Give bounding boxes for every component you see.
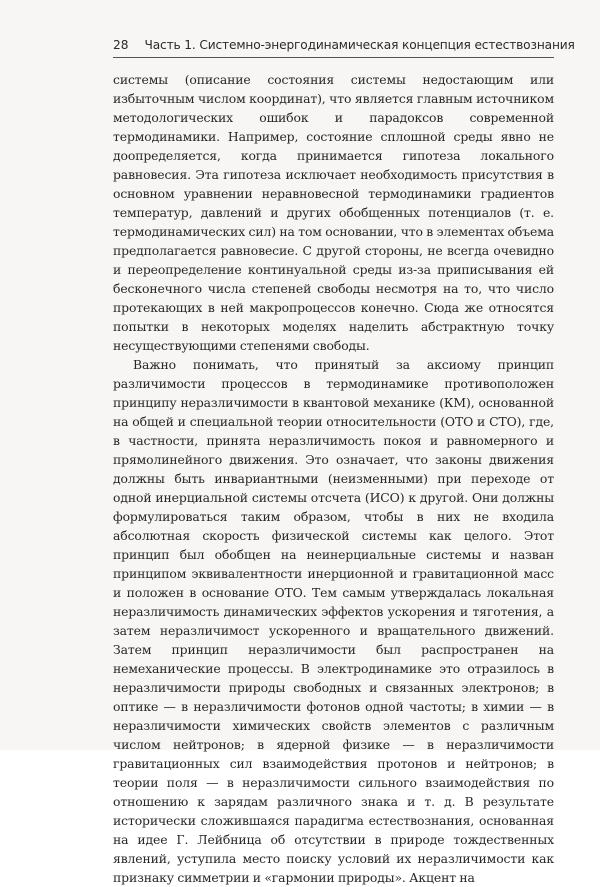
body-text	[113, 70, 554, 887]
paragraph-continued: системы (описание состояния системы недостающим или избыточным числом координат), что является главным источником методологических ошибок и парадоксов современной термодинамики. Например, состояние сплошной среды явно не доопределяется, когда принимается гипотеза локального равновесия. Эта гипотеза исключает необходимость присутствия в основном уравнении неравновесной термодинамики градиентов температур, давлений и других обобщенных потенциалов (т. е. термодинамических сил) на том основании, что в элементах объема предполагается равновесие. С другой стороны, не всегда очевидно и переопределение континуальной среды из-за приписывания ей бесконечного числа степеней свободы несмотря на то, что число протекающих в ней макропроцессов конечно. Сюда же относятся попытки в некоторых моделях наделить абстрактную точку несуществующими степенями свободы.	[113, 72, 554, 353]
running-title: Часть 1. Системно-энергодинамическая концепция естествознания	[144, 38, 575, 52]
page-number: 28	[113, 38, 129, 52]
running-header	[113, 38, 575, 58]
paragraph-indistinguishability: Важно понимать, что принятый за аксиому принцип различимости процессов в термодинамике противоположен принципу неразличимости в квантовой механике (КМ), основанной на общей и специальной теории относительности (ОТО и СТО), где, в частности, принята неразличимость покоя и равномерного и прямолинейного движения. Это означает, что законы движения должны быть инвариантными (неизменными) при переходе от одной инерциальной системы отсчета (ИСО) к другой. Они должны формулироваться таким образом, чтобы в них не входила абсолютная скорость физической системы как целого. Этот принцип был обобщен на неинерциальные системы и назван принципом эквивалентности инерционной и гравитационной масс и положен в основание ОТО. Тем самым утверждалась локальная неразличимость динамических эффектов ускорения и тяготения, а затем неразличимост ускоренного и вращательного движений. Затем принцип неразличимости был распространен на немеханические процессы. В электродинамике это отразилось в неразличимости природы свободных и связанных электронов; в оптике — в неразличимости фотонов одной частоты; в химии — в неразличимости химических свойств элементов с различным числом нейтронов; в ядерной физике — в неразличимости гравитационных сил взаимодействия протонов и нейтронов; в теории поля — в неразличимости сильного взаимодействия по отношению к зарядам различного знака и т. д. В результате исторически сложившаяся парадигма естествознания, основанная на идее Г. Лейбница об отсутствии в природе тождественных явлений, уступила место поиску условий их неразличимости как признаку симметрии и «гармонии природы». Акцент на	[113, 357, 554, 885]
